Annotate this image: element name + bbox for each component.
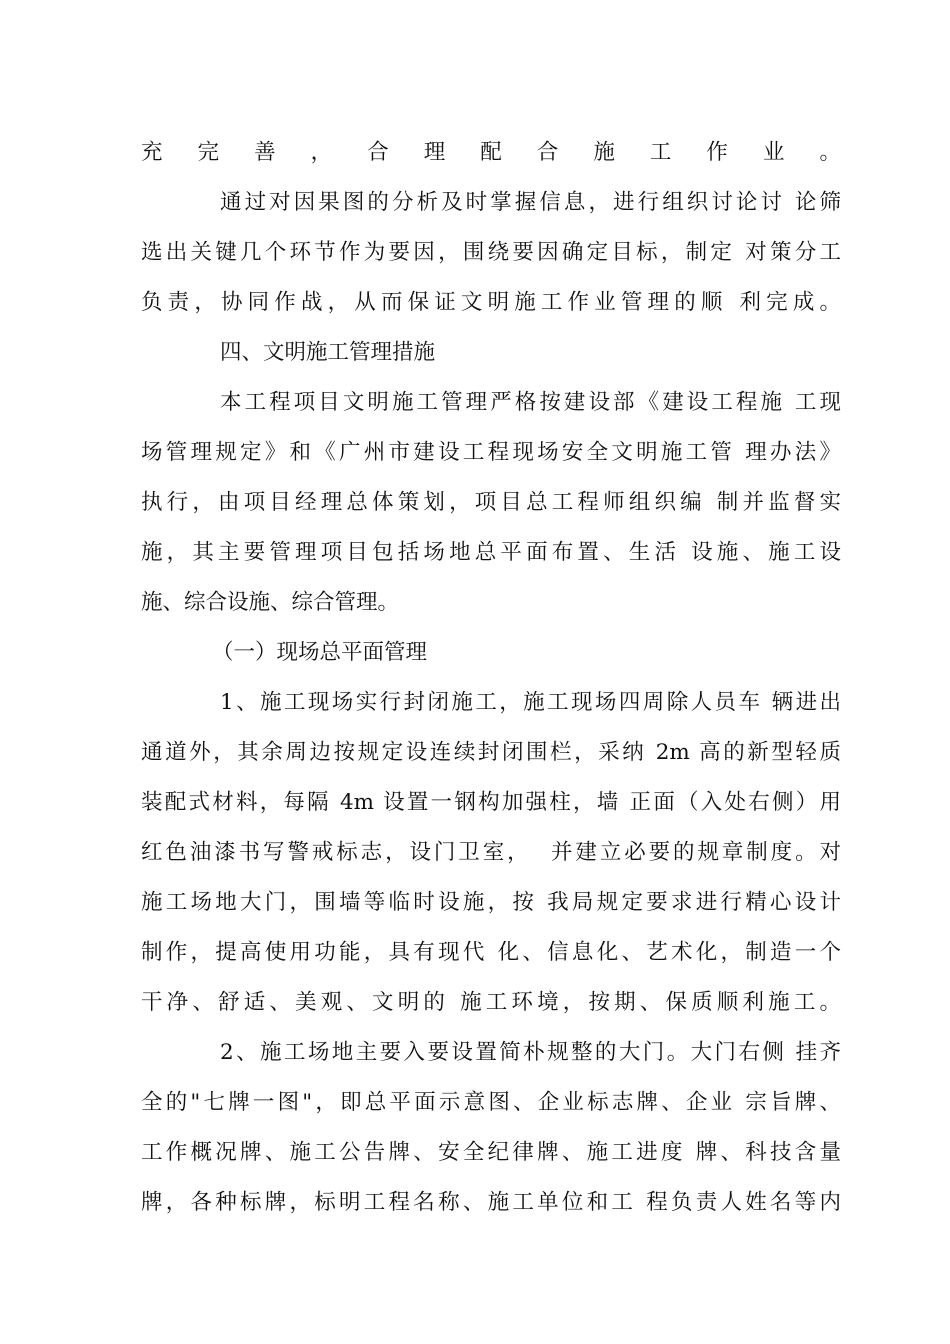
text-line: 工作概况牌、施工公告牌、安全纪律牌、施工进度 牌、科技含量 — [141, 1140, 841, 1165]
text-line: 施，其主要管理项目包括场地总平面布置、生活 设施、施工设 — [141, 540, 841, 565]
subsection-heading: （一）现场总平面管理 — [212, 640, 428, 665]
paragraph-first-line: 通过对因果图的分析及时掌握信息，进行组织讨论讨 论筛 — [220, 190, 841, 215]
text-line: 装配式材料，每隔 4m 设置一钢构加强柱，墙 正面（入处右侧）用 — [141, 790, 841, 815]
text-line: 红色油漆书写警戒标志，设门卫室， 并建立必要的规章制度。对 — [141, 840, 841, 865]
text-line: 负责，协同作战，从而保证文明施工作业管理的顺 利完成。 — [141, 290, 841, 315]
text-line: 场管理规定》和《广州市建设工程现场安全文明施工管 理办法》 — [141, 440, 841, 465]
section-heading: 四、文明施工管理措施 — [220, 340, 436, 365]
text-line: 执行，由项目经理总体策划，项目总工程师组织编 制并监督实 — [141, 490, 841, 515]
paragraph-first-line: 1、施工现场实行封闭施工，施工现场四周除人员车 辆进出 — [220, 690, 841, 715]
text-line: 制作，提高使用功能，具有现代 化、信息化、艺术化，制造一个 — [141, 940, 841, 965]
text-line: 施、综合设施、综合管理。 — [141, 590, 400, 615]
text-line: 充完善，合理配合施工作业。 — [141, 140, 841, 165]
text-line: 干净、舒适、美观、文明的 施工环境，按期、保质顺利施工。 — [141, 990, 841, 1015]
text-line: 选出关键几个环节作为要因，围绕要因确定目标，制定 对策分工 — [141, 240, 841, 265]
paragraph-first-line: 2、施工场地主要入要设置简朴规整的大门。大门右侧 挂齐 — [220, 1040, 841, 1065]
text-line: 全的"七牌一图"，即总平面示意图、企业标志牌、企业 宗旨牌、 — [141, 1090, 841, 1115]
text-line: 牌，各种标牌，标明工程名称、施工单位和工 程负责人姓名等内 — [141, 1190, 841, 1215]
text-line: 施工场地大门，围墙等临时设施，按 我局规定要求进行精心设计 — [141, 890, 841, 915]
text-line: 通道外，其余周边按规定设连续封闭围栏，采纳 2m 高的新型轻质 — [141, 740, 841, 765]
paragraph-first-line: 本工程项目文明施工管理严格按建设部《建设工程施 工现 — [220, 390, 841, 415]
